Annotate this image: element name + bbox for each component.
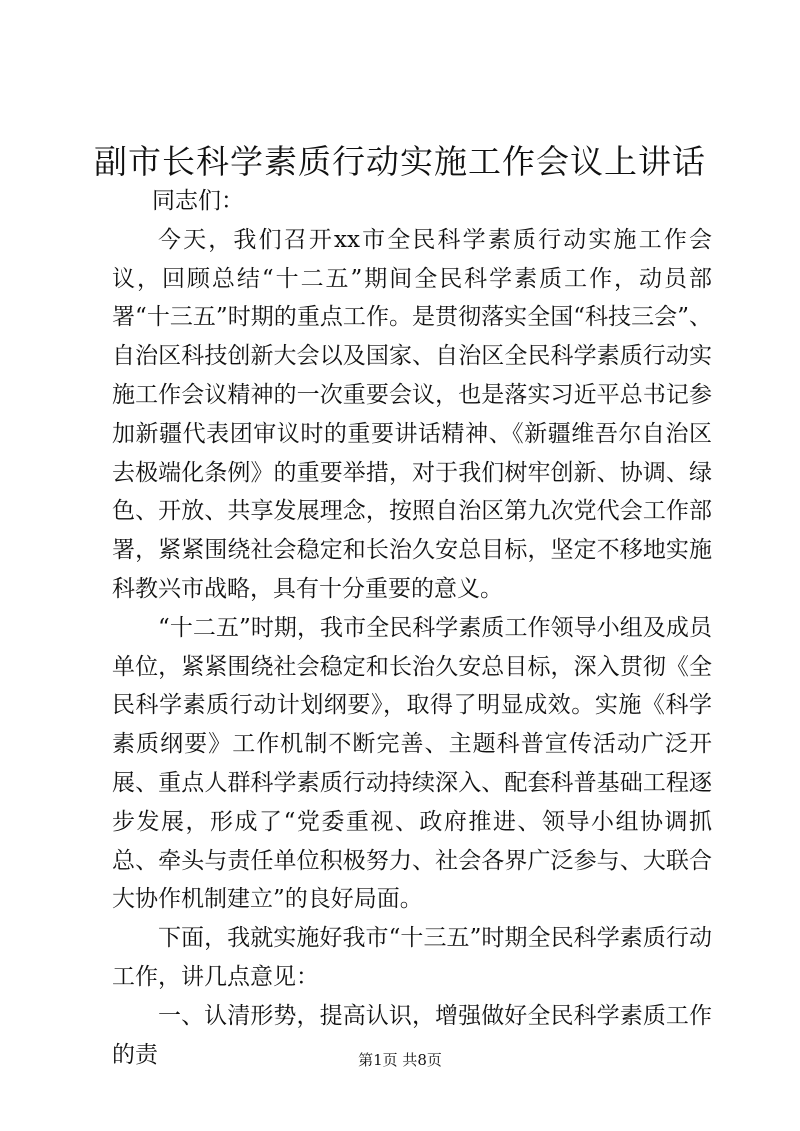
- document-body: [112, 182, 712, 1074]
- paragraph-2: “十二五”时期，我市全民科学素质工作领导小组及成员单位，紧紧围绕社会稳定和长治久安总目标，深入贯彻《全民科学素质行动计划纲要》，取得了明显成效。实施《科学素质纲要》工作机制不断完善、主题科普宣传活动广泛开展、重点人群科学素质行动持续深入、配套科普基础工程逐步发展，形成了“党委重视、政府推进、领导小组协调抓总、牵头与责任单位积极努力、社会各界广泛参与、大联合大协作机制建立”的良好局面。: [112, 614, 712, 913]
- paragraph-4: 一、认清形势，提高认识，增强做好全民科学素质工作的责: [112, 1002, 712, 1068]
- paragraph-3: 下面，我就实施好我市“十三五”时期全民科学素质行动工作，讲几点意见：: [112, 925, 712, 990]
- page-footer: 第1页 共8页: [358, 1051, 442, 1069]
- document-title: 副市长科学素质行动实施工作会议上讲话: [94, 142, 706, 181]
- salutation: 同志们：: [152, 188, 244, 214]
- paragraph-1: 今天，我们召开xx市全民科学素质行动实施工作会议，回顾总结“十二五”期间全民科学素质工作，动员部署“十三五”时期的重点工作。是贯彻落实全国“科技三会”、自治区科技创新大会以及国家、自治区全民科学素质行动实施工作会议精神的一次重要会议，也是落实习近平总书记参加新疆代表团审议时的重要讲话精神、《新疆维吾尔自治区去极端化条例》的重要举措，对于我们树牢创新、协调、绿色、开放、共享发展理念，按照自治区第九次党代会工作部署，紧紧围绕社会稳定和长治久安总目标，坚定不移地实施科教兴市战略，具有十分重要的意义。: [112, 226, 712, 602]
